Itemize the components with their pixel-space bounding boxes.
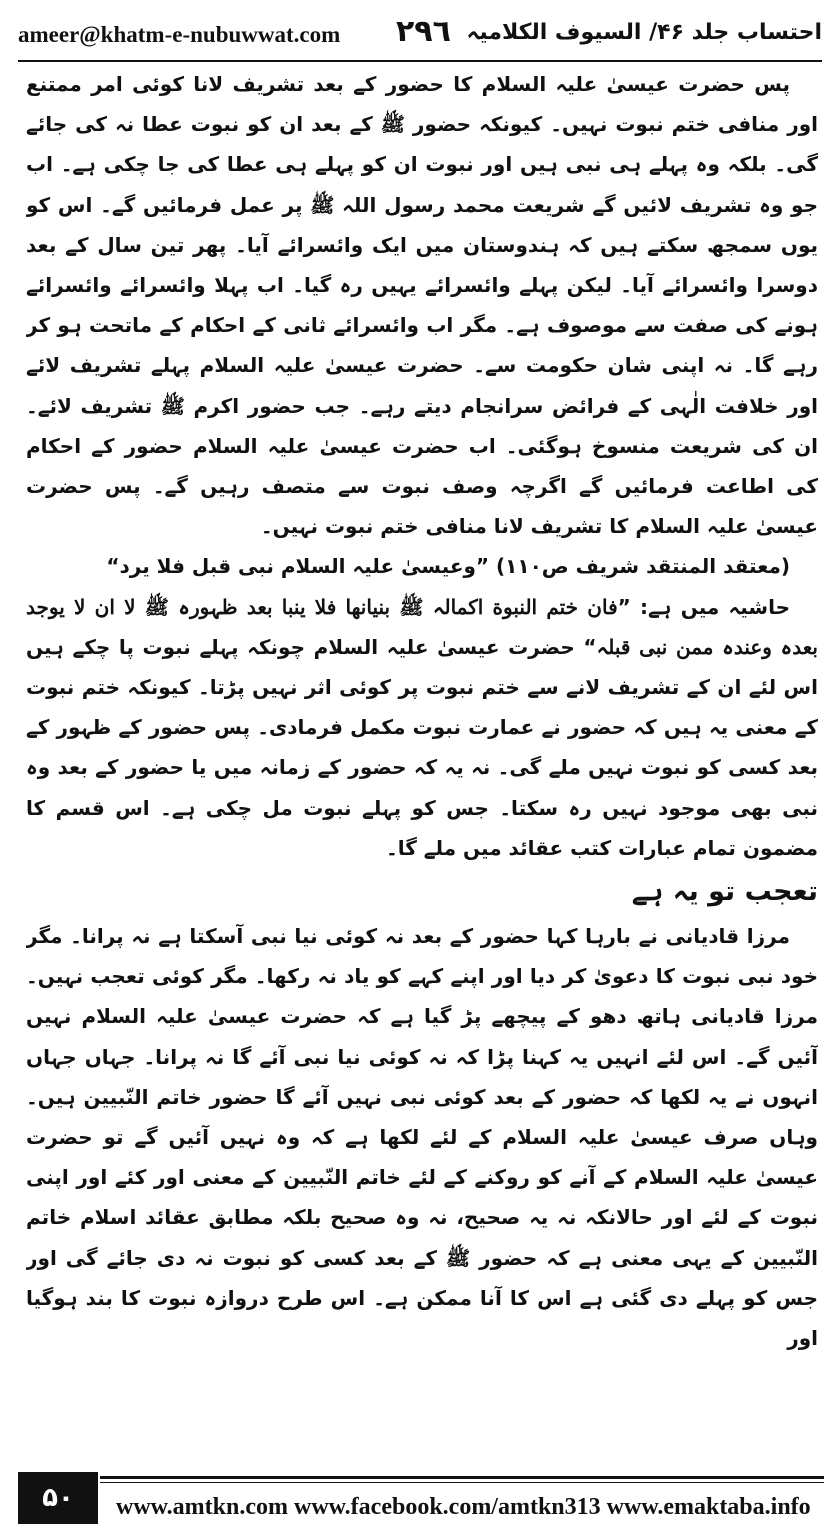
header-email: ameer@khatm-e-nubuwwat.com (18, 22, 341, 47)
footnote-label: حاشیہ میں ہے: ” (617, 594, 790, 619)
page-header (18, 12, 822, 62)
citation: (معتقد المنتقد شریف ص۱۱۰) ”وعیسیٰ علیہ السلام نبی قبل فلا یرد“ (106, 554, 790, 579)
paragraph-2-text: “ حضرت عیسیٰ علیہ السلام چونکہ پہلے نبوت پا چکے ہیں اس لئے ان کے تشریف لانے سے ختم نبوت پر کوئی اثر نہیں پڑتا۔ کیونکہ ختم نبوت کے معنی یہ ہیں کہ حضور نے عمارت نبوت مکمل فرمادی۔ پس حضور کے ظہور کے بعد کسی کو نبوت نہیں ملے گی۔ نہ یہ کہ حضور کے زمانہ میں یا حضور کے بعد وہ نبی بھی موجود نہیں رہ سکتا۔ جس کو پہلے نبوت مل چکی ہے۔ اس قسم کا مضمون تمام عبارات کتب عقائد میں ملے گا۔ (26, 634, 818, 860)
arabic-quote: فان ختم النبوة اکمالہ ﷺ بنیانھا فلا ینبا بعد ظہورہ ﷺ لا ان لا یوجد بعدہ وعندہ ممن نبی قبلہ (26, 594, 818, 659)
page-footer (0, 1468, 840, 1540)
paragraph-3: مرزا قادیانی نے بارہا کہا حضور کے بعد نہ کوئی نیا نبی آسکتا ہے نہ پرانا۔ مگر خود نبی نبوت کا دعویٰ کر دیا اور اپنے کہے کو یاد نہ رکھا۔ مگر کوئی تعجب نہیں۔ مرزا قادیانی ہاتھ دھو کے پیچھے پڑ گیا ہے کہ حضرت عیسیٰ علیہ السلام نہیں آئیں گے۔ اس لئے انہیں یہ کہنا پڑا کہ نہ کوئی نیا نبی آئے گا نہ پرانا۔ جہاں جہاں انہوں نے یہ لکھا کہ حضور کے بعد کوئی نبی نہیں آئے گا حضور خاتم النّبیین ہیں۔ وہاں صرف عیسیٰ علیہ السلام کے لئے لکھا ہے کہ وہ نہیں آئیں گے تو حضرت عیسیٰ علیہ السلام کے آنے کو روکنے کے لئے خاتم النّبیین کے معنی اور کئے اور اپنی نبوت کے لئے اور حالانکہ نہ یہ صحیح، نہ وہ صحیح بلکہ مطابق عقائد اسلام خاتم النّبیین کے یہی معنی ہے کہ حضور ﷺ کے بعد کسی کو نبوت نہ دی جائے گی اور جس کو پہلے دی گئی ہے اس کا آنا ممکن ہے۔ اس طرح دروازہ نبوت کا بند ہوگیا اور (26, 924, 818, 1351)
header-page-number: ۲۹٦ (396, 14, 451, 49)
footer-websites: www.amtkn.com www.facebook.com/amtkn313 www.emaktaba.info (116, 1494, 811, 1520)
section-heading: تعجب تو یہ ہے (631, 876, 818, 908)
footer-page-number: ۵۰ (18, 1472, 98, 1524)
header-book-title: احتساب جلد ۴۶/ السیوف الکلامیہ (466, 20, 822, 45)
page-body (26, 64, 818, 1460)
footer-rule-thin (100, 1482, 824, 1483)
paragraph-2 (26, 587, 818, 868)
footer-rule (100, 1476, 824, 1479)
paragraph-1: پس حضرت عیسیٰ علیہ السلام کا حضور کے بعد تشریف لانا کوئی امر ممتنع اور منافی ختم نبوت نہیں۔ کیونکہ حضور ﷺ کے بعد ان کو نبوت عطا نہ کی جائے گی۔ بلکہ وہ پہلے ہی نبی ہیں اور نبوت ان کو پہلے ہی عطا کی جا چکی ہے۔ اب جو وہ تشریف لائیں گے شریعت محمد رسول اللہ ﷺ پر عمل فرمائیں گے۔ اس کو یوں سمجھ سکتے ہیں کہ ہندوستان میں ایک وائسرائے آیا۔ پھر تین سال کے بعد دوسرا وائسرائے آیا۔ لیکن پہلے وائسرائے یہیں رہ گیا۔ اب پہلا وائسرائے وائسرائے ہونے کی صفت سے موصوف ہے۔ مگر اب وائسرائے ثانی کے احکام کے ماتحت ہو کر رہے گا۔ نہ اپنی شان حکومت سے۔ حضرت عیسیٰ علیہ السلام پہلے تشریف لائے اور خلافت الٰہی کے فرائض سرانجام دیتے رہے۔ جب حضور اکرم ﷺ تشریف لائے۔ ان کی شریعت منسوخ ہوگئی۔ اب حضرت عیسیٰ علیہ السلام حضور کے احکام کی اطاعت فرمائیں گے اگرچہ وصف نبوت سے متصف رہیں گے۔ پس حضرت عیسیٰ علیہ السلام کا تشریف لانا منافی ختم نبوت نہیں۔ (26, 72, 818, 539)
